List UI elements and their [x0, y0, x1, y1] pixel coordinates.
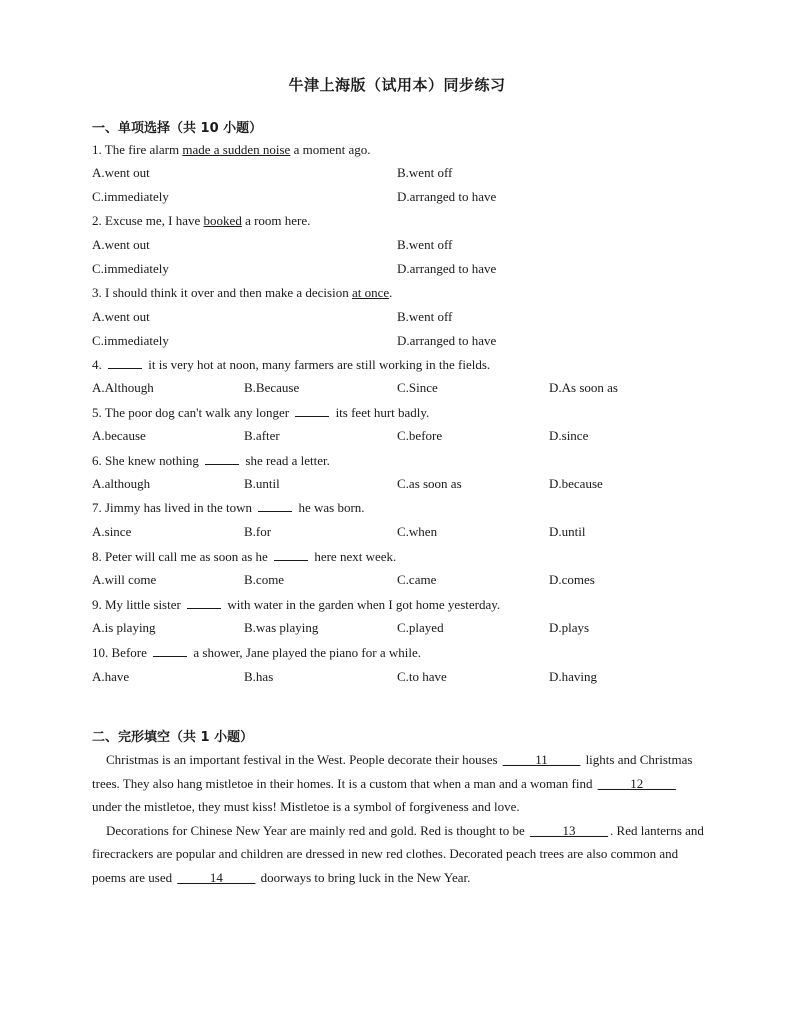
option-a[interactable]: A.although	[92, 476, 151, 491]
question-8: 8. Peter will call me as soon as he here next week.	[92, 549, 397, 564]
option-c[interactable]: C.immediately	[92, 189, 169, 204]
option-a[interactable]: A.went out	[92, 165, 150, 180]
question-text: 2. Excuse me, I have	[92, 213, 204, 228]
underlined-phrase: booked	[203, 213, 242, 228]
option-d[interactable]: D.As soon as	[549, 380, 618, 395]
cloze-blank-12[interactable]: _____12_____	[597, 775, 676, 791]
question-3	[92, 285, 392, 301]
option-d[interactable]: D.plays	[549, 620, 590, 635]
option-d[interactable]: D.comes	[549, 572, 595, 587]
question-4: 4. it is very hot at noon, many farmers are still working in the fields.	[92, 357, 491, 372]
option-a[interactable]: A.since	[92, 524, 132, 539]
option-d[interactable]: D.until	[549, 524, 586, 539]
option-d[interactable]: D.arranged to have	[397, 261, 497, 276]
option-c[interactable]: C.as soon as	[397, 476, 462, 491]
option-c[interactable]: C.came	[397, 572, 437, 587]
question-2	[92, 213, 310, 229]
option-b[interactable]: B.for	[244, 524, 272, 539]
option-c[interactable]: C.played	[397, 620, 444, 635]
question-10: 10. Before a shower, Jane played the piano for a while.	[92, 645, 421, 660]
option-b[interactable]: B.went off	[397, 237, 453, 252]
option-a[interactable]: A.will come	[92, 572, 157, 587]
question-text: .	[389, 285, 393, 300]
question-9: 9. My little sister with water in the garden when I got home yesterday.	[92, 597, 501, 612]
option-d[interactable]: D.arranged to have	[397, 333, 497, 348]
answer-blank[interactable]	[258, 500, 292, 512]
question-text: 3. I should think it over and then make a decision	[92, 285, 352, 300]
option-c[interactable]: C.immediately	[92, 261, 169, 276]
question-5: 5. The poor dog can't walk any longer its feet hurt badly.	[92, 405, 430, 420]
cloze-blank-14[interactable]: _____14_____	[177, 869, 256, 885]
option-a[interactable]: A.is playing	[92, 620, 156, 635]
question-text: 1. The fire alarm	[92, 142, 183, 157]
option-a[interactable]: A.because	[92, 428, 146, 443]
question-text: a room here.	[241, 213, 311, 228]
option-c[interactable]: C.when	[397, 524, 438, 539]
option-a[interactable]: A.went out	[92, 237, 150, 252]
option-c[interactable]: C.to have	[397, 669, 447, 684]
answer-blank[interactable]	[205, 453, 239, 465]
underlined-phrase: at once	[351, 285, 390, 300]
option-b[interactable]: B.went off	[397, 165, 453, 180]
option-c[interactable]: C.immediately	[92, 333, 169, 348]
section-heading-cloze: 二、完形填空（共 1 小题）	[92, 730, 254, 745]
option-b[interactable]: B.was playing	[244, 620, 319, 635]
option-d[interactable]: D.because	[549, 476, 603, 491]
cloze-paragraph-2: Decorations for Chinese New Year are mainly red and gold. Red is thought to be _____13_____ . Red lanterns and firecrackers are popular and children are dressed in new red clothes. Decorated peach trees are also common and poems are used _____14_____ doorways to bring luck in the New Year.	[92, 822, 704, 885]
option-b[interactable]: B.come	[244, 572, 285, 587]
section-heading-multiple-choice: 一、单项选择（共 10 小题）	[92, 121, 263, 136]
page-title: 牛津上海版（试用本）同步练习	[288, 76, 506, 94]
answer-blank[interactable]	[153, 645, 187, 657]
option-b[interactable]: B.has	[244, 669, 274, 684]
question-6: 6. She knew nothing she read a letter.	[92, 453, 330, 468]
option-a[interactable]: A.Although	[92, 380, 154, 395]
option-d[interactable]: D.having	[549, 669, 598, 684]
answer-blank[interactable]	[108, 357, 142, 369]
cloze-blank-11[interactable]: _____11_____	[502, 752, 581, 767]
option-a[interactable]: A.have	[92, 669, 130, 684]
question-1	[92, 142, 370, 158]
option-c[interactable]: C.Since	[397, 380, 438, 395]
answer-blank[interactable]	[187, 597, 221, 609]
answer-blank[interactable]	[274, 549, 308, 561]
option-c[interactable]: C.before	[397, 428, 443, 443]
option-b[interactable]: B.Because	[244, 380, 300, 395]
question-text: a moment ago.	[290, 142, 371, 157]
option-d[interactable]: D.arranged to have	[397, 189, 497, 204]
option-a[interactable]: A.went out	[92, 309, 150, 324]
cloze-passage	[92, 748, 704, 889]
question-7: 7. Jimmy has lived in the town he was born.	[92, 500, 365, 515]
cloze-blank-13[interactable]: _____13_____	[530, 822, 609, 838]
option-b[interactable]: B.after	[244, 428, 280, 443]
cloze-paragraph-1: Christmas is an important festival in the West. People decorate their houses _____11_____ lights and Christmas trees. They also hang mistletoe in their homes. It is a custom that when a man and a woman find _____12_____ under the mistletoe, they must kiss! Mistletoe is a symbol of forgiveness and love.	[92, 752, 693, 814]
option-b[interactable]: B.went off	[397, 309, 453, 324]
option-d[interactable]: D.since	[549, 428, 589, 443]
option-b[interactable]: B.until	[244, 476, 280, 491]
answer-blank[interactable]	[295, 405, 329, 417]
underlined-phrase: made a sudden noise	[182, 142, 291, 157]
